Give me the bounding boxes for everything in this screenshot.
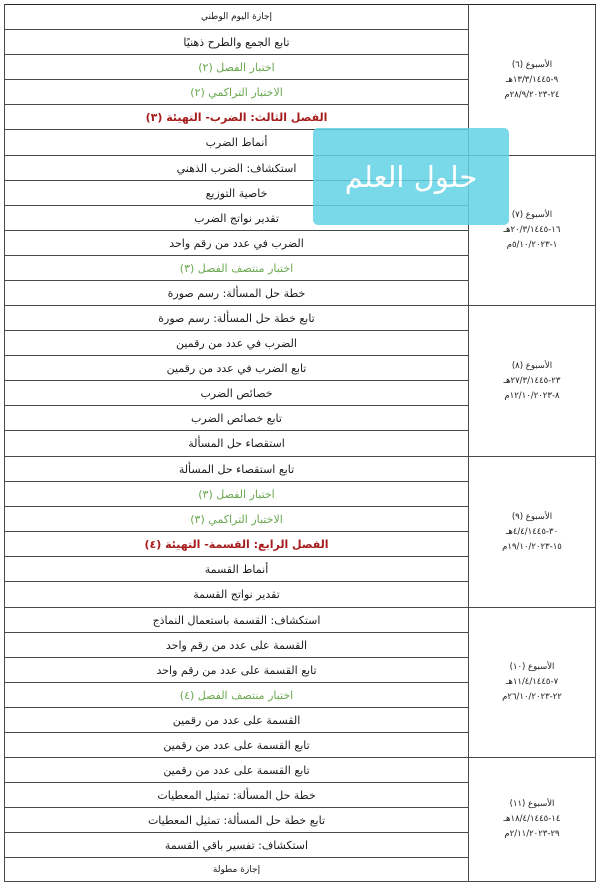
week-cell — [469, 306, 596, 457]
lesson-cell: الفصل الرابع: القسمة- التهيئة (٤) — [5, 532, 469, 557]
lesson-cell: الاختبار التراكمي (٣) — [5, 507, 469, 532]
lesson-cell: خطة حل المسألة: تمثيل المعطيات — [5, 783, 469, 808]
lesson-cell: استكشاف: القسمة باستعمال النماذج — [5, 608, 469, 633]
table-row — [5, 608, 596, 633]
lesson-cell: تابع القسمة على عدد من رقمين — [5, 733, 469, 758]
week-cell — [469, 758, 596, 882]
week-label: الأسبوع (١٠) — [509, 662, 555, 672]
lesson-cell: تابع القسمة على عدد من رقم واحد — [5, 658, 469, 683]
week-gregorian: ٢٤-٢٨/٩/٢٠٢٣م — [504, 89, 560, 100]
week-cell — [469, 457, 596, 608]
week-label: الأسبوع (٨) — [511, 360, 553, 371]
week-label: الأسبوع (٧) — [511, 210, 553, 220]
lesson-cell: تابع الضرب في عدد من رقمين — [5, 356, 469, 381]
table-row — [5, 457, 596, 482]
week-hijri: ٧-١١/٤/١٤٤٥هـ — [505, 677, 559, 687]
lesson-cell: تابع استقصاء حل المسألة — [5, 457, 469, 482]
lesson-cell: خاصية التوزيع — [5, 181, 469, 206]
week-hijri: ٣٠-٤/٤/١٤٤٥هـ — [505, 526, 559, 537]
week-gregorian: ٨-١٢/١٠/٢٠٢٣م — [504, 390, 560, 401]
week-label: الأسبوع (٩) — [511, 511, 553, 522]
lesson-cell: تابع خصائص الضرب — [5, 406, 469, 431]
lesson-cell: إجازة اليوم الوطني — [5, 5, 469, 30]
lesson-cell: تابع القسمة على عدد من رقمين — [5, 758, 469, 783]
lesson-cell: أنماط القسمة — [5, 557, 469, 582]
lesson-cell: القسمة على عدد من رقمين — [5, 708, 469, 733]
table-row — [5, 306, 596, 331]
lesson-cell: اختبار منتصف الفصل (٣) — [5, 256, 469, 281]
lesson-cell: اختبار الفصل (٣) — [5, 482, 469, 507]
lesson-cell: الفصل الثالث: الضرب- التهيئة (٣) — [5, 105, 469, 130]
week-gregorian: ٢٩-٢/١١/٢٠٢٣م — [504, 829, 560, 839]
lesson-cell: أنماط الضرب — [5, 130, 469, 156]
table-row — [5, 5, 596, 30]
lesson-cell: اختبار منتصف الفصل (٤) — [5, 683, 469, 708]
lesson-cell: تابع الجمع والطرح ذهنيًا — [5, 30, 469, 55]
lesson-cell: اختبار الفصل (٢) — [5, 55, 469, 80]
week-cell — [469, 608, 596, 758]
week-hijri: ٢٣-٢٧/٣/١٤٤٥هـ — [503, 375, 561, 386]
week-hijri: ١٤-١٨/٤/١٤٤٥هـ — [503, 814, 561, 824]
watermark — [313, 128, 509, 225]
lesson-cell: خطة حل المسألة: رسم صورة — [5, 281, 469, 306]
lesson-cell: تابع خطة حل المسألة: تمثيل المعطيات — [5, 808, 469, 833]
lesson-cell: الضرب في عدد من رقمين — [5, 331, 469, 356]
lesson-cell: الضرب في عدد من رقم واحد — [5, 231, 469, 256]
lesson-cell: تقدير نواتج القسمة — [5, 582, 469, 608]
week-label: الأسبوع (٦) — [511, 59, 553, 70]
week-hijri: ٩-١٣/٣/١٤٤٥هـ — [505, 74, 559, 85]
week-gregorian: ٢٢-٢٦/١٠/٢٠٢٣م — [502, 692, 562, 702]
lesson-cell: استكشاف: الضرب الذهني — [5, 156, 469, 181]
lesson-cell: خصائص الضرب — [5, 381, 469, 406]
lesson-cell: استكشاف: تفسير باقي القسمة — [5, 833, 469, 858]
lesson-cell: استقصاء حل المسألة — [5, 431, 469, 457]
week-gregorian: ١٥-١٩/١٠/٢٠٢٣م — [502, 541, 562, 552]
week-gregorian: ١-٥/١٠/٢٠٢٣م — [506, 240, 558, 250]
week-label: الأسبوع (١١) — [509, 799, 555, 809]
watermark-text: حلول العلم — [344, 159, 478, 194]
table-row — [5, 758, 596, 783]
lesson-cell: الاختبار التراكمي (٢) — [5, 80, 469, 105]
lesson-cell: إجازة مطولة — [5, 858, 469, 882]
lesson-cell: تقدير نواتج الضرب — [5, 206, 469, 231]
week-hijri: ١٦-٢٠/٣/١٤٤٥هـ — [503, 225, 561, 235]
lesson-cell: القسمة على عدد من رقم واحد — [5, 633, 469, 658]
lesson-cell: تابع خطة حل المسألة: رسم صورة — [5, 306, 469, 331]
